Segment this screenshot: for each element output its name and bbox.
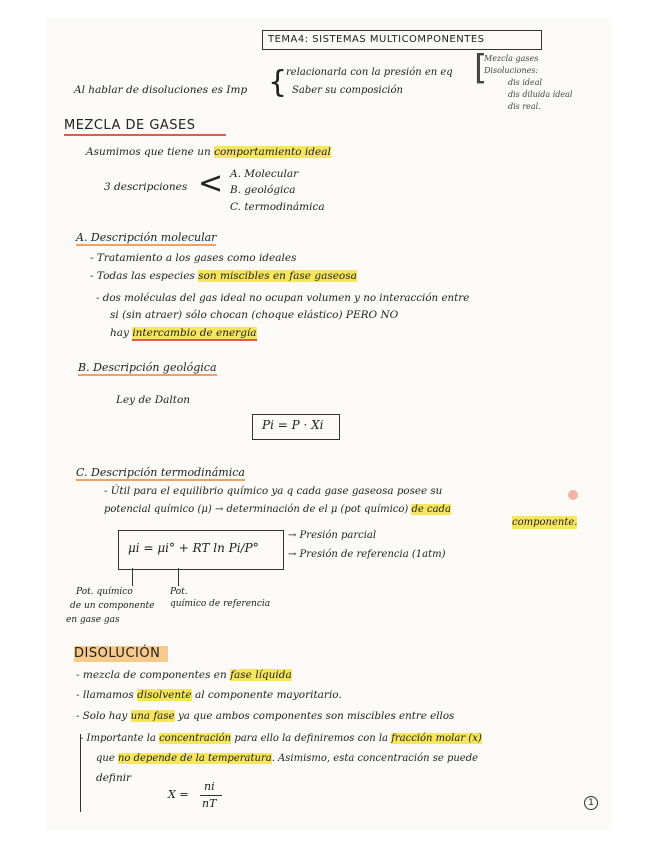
heading-section-b: B. Descripción geológica bbox=[78, 361, 217, 374]
pointer-right bbox=[178, 568, 179, 586]
disolucion-line-4-hl2: fracción molar (x) bbox=[391, 733, 482, 744]
intro-left: Al hablar de disoluciones es Imp bbox=[74, 84, 248, 96]
intro-side-2: Disoluciones: bbox=[484, 66, 539, 75]
section-a-line-4: si (sin atraer) sólo chocan (choque elástico) PERO NO bbox=[110, 309, 399, 321]
section-c-line-3: componente. bbox=[512, 517, 578, 528]
intro-right-1: relacionarla con la presión en eq bbox=[286, 67, 453, 78]
intro-side-3: dis ideal bbox=[508, 78, 543, 87]
mezcla-assume-hl: comportamiento ideal bbox=[214, 146, 331, 158]
section-c-line-2 bbox=[104, 503, 451, 516]
molar-fraction-num: ni bbox=[204, 780, 215, 793]
disolucion-line-2-hl: disolvente bbox=[137, 689, 192, 701]
intro-side-4: dis diluida ideal bbox=[508, 90, 573, 99]
mezcla-assume bbox=[86, 146, 331, 159]
mezcla-opt-a: A. Molecular bbox=[230, 168, 299, 180]
heading-disolucion: DISOLUCIÓN bbox=[74, 646, 168, 662]
section-c-line-2-hl: de cada bbox=[411, 504, 451, 515]
disolucion-line-3-hl: una fase bbox=[130, 710, 175, 722]
disolucion-line-3-pre: - Solo hay bbox=[76, 710, 128, 722]
note-right-2: químico de referencia bbox=[170, 599, 271, 609]
margin-rule bbox=[80, 734, 81, 812]
mezcla-assume-pre: Asumimos que tiene un bbox=[86, 146, 211, 158]
section-a-line-5-hl: intercambio de energía bbox=[132, 327, 257, 339]
disolucion-line-1-hl: fase líquida bbox=[230, 669, 292, 681]
page-number: 1 bbox=[584, 796, 598, 810]
note-left-1: Pot. químico bbox=[76, 587, 133, 597]
heading-mezcla: MEZCLA DE GASES bbox=[64, 118, 226, 136]
disolucion-line-2 bbox=[76, 689, 342, 702]
intro-side-1: Mezcla gases bbox=[484, 54, 539, 63]
molar-fraction-x: X = bbox=[168, 788, 189, 801]
mezcla-desc-label: 3 descripciones bbox=[104, 181, 188, 193]
disolucion-line-5-hl: no depende de la temperatura bbox=[117, 753, 272, 764]
molar-fraction-bar bbox=[200, 795, 222, 796]
section-a-line-2 bbox=[90, 270, 357, 283]
heading-section-c: C. Descripción termodinámica bbox=[76, 466, 245, 479]
disolucion-line-4 bbox=[80, 732, 482, 745]
note-left-3: en gase gas bbox=[66, 615, 120, 625]
section-a-line-1: - Tratamiento a los gases como ideales bbox=[90, 252, 297, 264]
side-bracket: [ bbox=[474, 48, 488, 88]
intro-brace: { bbox=[268, 65, 288, 100]
desc-branch: < bbox=[198, 166, 224, 201]
heading-section-a: A. Descripción molecular bbox=[76, 231, 217, 244]
disolucion-line-6: definir bbox=[96, 772, 132, 784]
pointer-left bbox=[132, 568, 133, 586]
disolucion-line-4-hl1: concentración bbox=[159, 733, 232, 744]
disolucion-line-3-post: ya que ambos componentes son miscibles entre ellos bbox=[177, 710, 455, 722]
section-b-law: Ley de Dalton bbox=[116, 394, 191, 406]
mezcla-opt-c: C. termodinámica bbox=[230, 201, 325, 213]
molar-fraction-den: nT bbox=[202, 797, 217, 810]
disolucion-line-5-post: . Asimismo, esta concentración se puede bbox=[271, 753, 479, 764]
section-a-line-3: - dos moléculas del gas ideal no ocupan volumen y no interacción entre bbox=[96, 292, 470, 304]
disolucion-line-1 bbox=[76, 669, 292, 682]
intro-side-5: dis real. bbox=[508, 102, 541, 111]
disolucion-line-5 bbox=[96, 752, 478, 765]
disolucion-line-4-pre: - Importante la bbox=[80, 733, 156, 744]
note-left-2: de un componente bbox=[70, 601, 155, 611]
arrow-partial-pressure: → Presión parcial bbox=[288, 530, 377, 541]
section-a-line-5 bbox=[110, 327, 257, 340]
disolucion-line-2-post: al componente mayoritario. bbox=[194, 689, 342, 701]
disolucion-line-3 bbox=[76, 710, 454, 723]
section-c-line-2-pre: potencial químico (μ) → determinación de el μ (pot químico) bbox=[104, 504, 409, 515]
intro-right-2: Saber su composición bbox=[292, 85, 403, 96]
disolucion-line-1-pre: - mezcla de componentes en bbox=[76, 669, 227, 681]
section-a-line-2-pre: - Todas las especies bbox=[90, 270, 195, 282]
dalton-formula: Pi = P · Xi bbox=[262, 418, 324, 432]
note-right-1: Pot. bbox=[170, 587, 188, 597]
page-title: TEMA4: SISTEMAS MULTICOMPONENTES bbox=[268, 34, 485, 45]
section-a-line-2-hl: son miscibles en fase gaseosa bbox=[198, 270, 357, 282]
section-a-line-5-pre: hay bbox=[110, 327, 129, 339]
arrow-reference-pressure: → Presión de referencia (1atm) bbox=[288, 549, 446, 560]
section-c-line-1: - Útil para el equilibrio químico ya q cada gase gaseosa posee su bbox=[104, 485, 443, 497]
margin-mark bbox=[568, 490, 578, 500]
chem-potential-formula: μi = μi° + RT ln Pi/P° bbox=[128, 541, 259, 555]
disolucion-line-4-mid: para ello la definiremos con la bbox=[234, 733, 388, 744]
mezcla-opt-b: B. geológica bbox=[230, 184, 296, 196]
disolucion-line-2-pre: - llamamos bbox=[76, 689, 134, 701]
disolucion-line-5-pre: que bbox=[96, 753, 115, 764]
